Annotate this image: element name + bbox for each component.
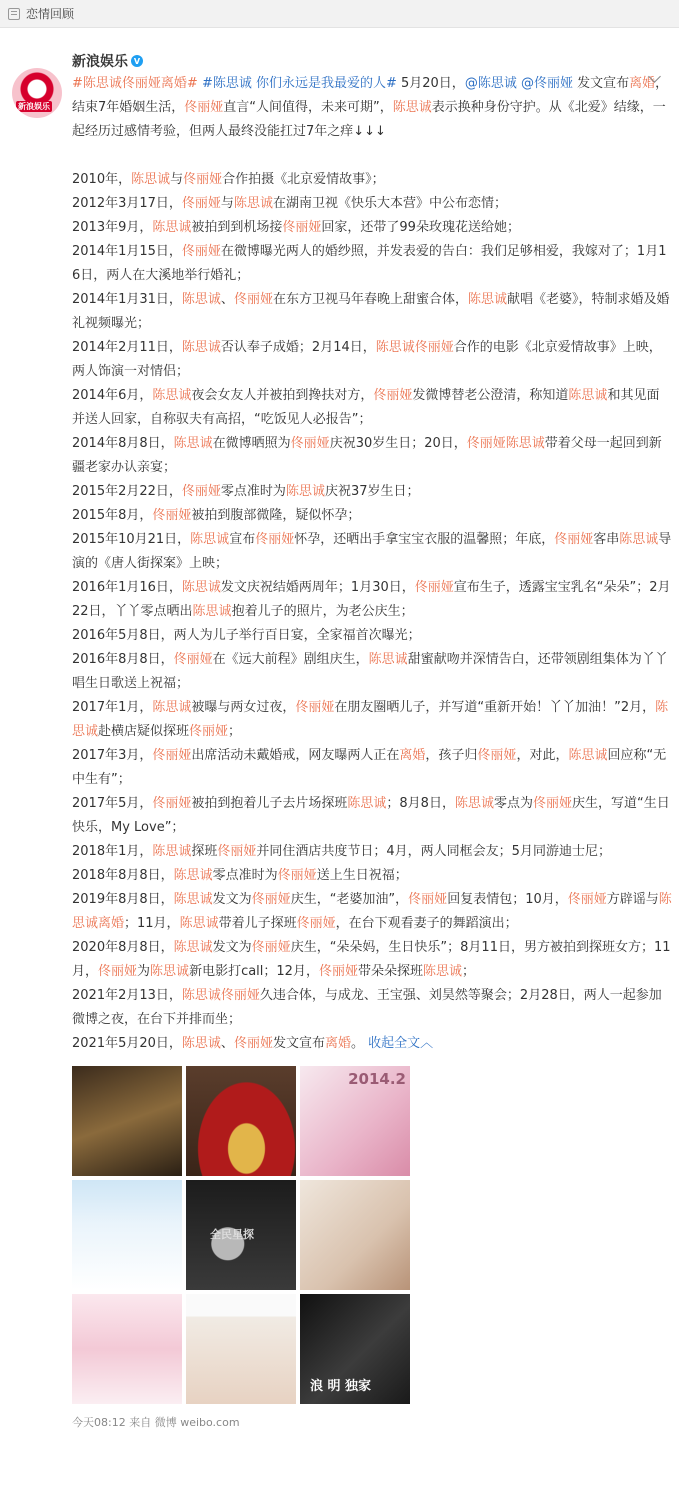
photo-grid bbox=[72, 1066, 672, 1404]
text-segment: 献唱《老婆》，特制求婚及婚礼视频曝光； bbox=[72, 292, 670, 331]
keyword-highlight[interactable]: 离婚 bbox=[629, 76, 656, 91]
photo-1[interactable] bbox=[72, 1066, 182, 1176]
weibo-post bbox=[0, 28, 679, 1430]
paragraph-gap bbox=[72, 144, 672, 168]
text-segment: 并同住酒店共度节日；4月，两人同框会友；5月同游迪士尼； bbox=[256, 844, 611, 859]
photo-caption: 2014.2 bbox=[348, 1070, 406, 1088]
timeline-entry bbox=[72, 528, 672, 576]
timeline-entry bbox=[72, 192, 672, 216]
keyword-highlight[interactable]: 陈思诚 bbox=[173, 892, 213, 907]
keyword-highlight[interactable]: 佟丽娅 bbox=[181, 484, 221, 499]
photo-5[interactable] bbox=[186, 1180, 296, 1290]
text-segment: ，孩子归 bbox=[425, 748, 478, 763]
timeline-entry bbox=[72, 432, 672, 480]
keyword-highlight[interactable]: 陈思诚 bbox=[173, 436, 213, 451]
keyword-highlight[interactable]: 佟丽娅 bbox=[373, 388, 413, 403]
text-segment: 2014年6月， bbox=[72, 388, 153, 403]
keyword-highlight[interactable]: 佟丽娅 bbox=[184, 100, 224, 115]
timeline-entry bbox=[72, 480, 672, 504]
keyword-highlight[interactable]: 陈思诚 bbox=[568, 748, 608, 763]
text-segment: 零点准时为 bbox=[212, 868, 278, 883]
text-segment: 、 bbox=[220, 292, 234, 307]
keyword-highlight[interactable]: 陈思诚 bbox=[173, 868, 213, 883]
timeline-entry bbox=[72, 576, 672, 624]
text-segment: 2015年8月， bbox=[72, 508, 153, 523]
keyword-highlight[interactable]: 佟丽娅 bbox=[152, 748, 192, 763]
text-segment: 发文为 bbox=[212, 940, 252, 955]
text-segment: 怀孕，还晒出手拿宝宝衣服的温馨照；年底， bbox=[294, 532, 555, 547]
keyword-highlight[interactable]: 佟丽娅 bbox=[251, 892, 291, 907]
timeline-entry bbox=[72, 888, 672, 936]
timeline-entry bbox=[72, 744, 672, 792]
keyword-highlight[interactable]: 陈思诚 bbox=[72, 700, 669, 739]
text-segment: 2012年3月17日， bbox=[72, 196, 182, 211]
timeline-entry bbox=[72, 504, 672, 528]
keyword-highlight[interactable]: 陈思诚佟丽娅 bbox=[375, 340, 454, 355]
text-segment: 2021年2月13日， bbox=[72, 988, 182, 1003]
keyword-highlight[interactable]: 陈思诚 bbox=[179, 916, 219, 931]
timeline-entry bbox=[72, 1032, 672, 1056]
text-segment: ，对此， bbox=[516, 748, 569, 763]
text-segment: 2017年5月， bbox=[72, 796, 153, 811]
text-segment: 在东方卫视马年春晚上甜蜜合体， bbox=[272, 292, 468, 307]
timeline-entry bbox=[72, 336, 672, 384]
text-link[interactable]: #陈思诚 你们永远是我最爱的人# bbox=[201, 76, 397, 91]
photo-3[interactable] bbox=[300, 1066, 410, 1176]
text-segment: 2010年， bbox=[72, 172, 132, 187]
keyword-highlight[interactable]: 佟丽娅 bbox=[554, 532, 594, 547]
window-titlebar bbox=[0, 0, 679, 28]
keyword-highlight[interactable]: 佟丽娅 bbox=[233, 1036, 273, 1051]
text-segment: 被曝与两女过夜， bbox=[191, 700, 296, 715]
text-segment: 赴横店疑似探班 bbox=[98, 724, 190, 739]
keyword-highlight[interactable]: 佟丽娅 bbox=[255, 532, 295, 547]
keyword-highlight[interactable]: 佟丽娅 bbox=[233, 292, 273, 307]
timeline-entry bbox=[72, 288, 672, 336]
text-segment: ； bbox=[462, 964, 476, 979]
author-name[interactable]: 新浪娱乐 bbox=[72, 54, 128, 70]
text-segment: 久违合体，与成龙、王宝强、刘昊然等聚会；2月28日，两人一起参加微博之夜，在台下并排而坐； bbox=[72, 988, 662, 1027]
keyword-highlight[interactable]: 佟丽娅 bbox=[183, 172, 223, 187]
post-content bbox=[72, 49, 672, 1430]
keyword-highlight[interactable]: 离婚 bbox=[399, 748, 426, 763]
text-segment: 2016年8月8日， bbox=[72, 652, 174, 667]
keyword-highlight[interactable]: 陈思诚佟丽娅 bbox=[181, 988, 260, 1003]
text-segment: 2017年3月， bbox=[72, 748, 153, 763]
keyword-highlight[interactable]: 陈思诚 bbox=[152, 388, 192, 403]
text-segment: 在《远大前程》剧组庆生， bbox=[212, 652, 369, 667]
text-segment: 与 bbox=[220, 196, 234, 211]
text-segment: 发文宣布 bbox=[272, 1036, 325, 1051]
text-segment: ，在台下观看妻子的舞蹈演出； bbox=[335, 916, 518, 931]
text-segment: ；8月8日， bbox=[386, 796, 455, 811]
keyword-highlight[interactable]: 佟丽娅 bbox=[295, 700, 335, 715]
text-segment: 甜蜜献吻并深情告白，还带领剧组集体为丫丫唱生日歌送上祝福； bbox=[72, 652, 668, 691]
keyword-highlight[interactable]: 佟丽娅 bbox=[282, 220, 322, 235]
keyword-highlight[interactable]: 佟丽娅 bbox=[567, 892, 607, 907]
photo-9[interactable] bbox=[300, 1294, 410, 1404]
from-label: 来自 bbox=[129, 1416, 152, 1429]
text-segment: 带朵朵探班 bbox=[357, 964, 423, 979]
photo-6[interactable] bbox=[300, 1180, 410, 1290]
timeline-entry bbox=[72, 984, 672, 1032]
keyword-highlight[interactable]: 陈思诚 bbox=[150, 964, 190, 979]
keyword-highlight[interactable]: 佟丽娅 bbox=[217, 844, 257, 859]
list-icon bbox=[8, 8, 20, 20]
post-text bbox=[72, 72, 672, 1056]
text-segment: 2014年8月8日， bbox=[72, 436, 174, 451]
text-segment: 导演的《唐人街探案》上映； bbox=[72, 532, 672, 571]
text-segment: 2015年2月22日， bbox=[72, 484, 182, 499]
keyword-highlight[interactable]: 佟丽娅 bbox=[98, 964, 138, 979]
keyword-highlight[interactable]: 陈思诚 bbox=[181, 1036, 221, 1051]
photo-8[interactable] bbox=[186, 1294, 296, 1404]
text-segment: 庆生，“老婆加油”， bbox=[290, 892, 409, 907]
timeline-entry bbox=[72, 864, 672, 888]
text-segment: 庆生，写道“生日快乐，My Love”； bbox=[72, 796, 670, 835]
text-segment: 2017年1月， bbox=[72, 700, 153, 715]
keyword-highlight[interactable]: 陈思诚 bbox=[285, 484, 325, 499]
text-segment: 夜会女友人并被拍到搀扶对方， bbox=[191, 388, 374, 403]
text-segment: 2019年8月8日， bbox=[72, 892, 174, 907]
keyword-highlight[interactable]: 陈思诚 bbox=[192, 604, 232, 619]
post-source[interactable]: 微博 weibo.com bbox=[154, 1416, 240, 1429]
keyword-highlight[interactable]: 佟丽娅 bbox=[173, 652, 213, 667]
keyword-highlight[interactable]: 佟丽娅 bbox=[477, 748, 517, 763]
text-segment: 2014年1月31日， bbox=[72, 292, 182, 307]
keyword-highlight[interactable]: 陈思诚 bbox=[190, 532, 230, 547]
timeline-entry bbox=[72, 936, 672, 984]
text-segment: 送上生日祝福； bbox=[316, 868, 408, 883]
text-segment: 2020年8月8日， bbox=[72, 940, 174, 955]
keyword-highlight[interactable]: 陈思诚 bbox=[173, 940, 213, 955]
text-segment: 为 bbox=[137, 964, 151, 979]
post-lead bbox=[72, 72, 672, 144]
keyword-highlight[interactable]: 陈思诚 bbox=[152, 844, 192, 859]
text-segment: 客串 bbox=[593, 532, 620, 547]
keyword-highlight[interactable]: 陈思诚 bbox=[619, 532, 659, 547]
text-segment: 宣布 bbox=[229, 532, 256, 547]
avatar[interactable] bbox=[12, 68, 62, 118]
text-segment: 在微博晒照为 bbox=[212, 436, 291, 451]
timeline-entry bbox=[72, 648, 672, 696]
timeline bbox=[72, 168, 672, 1056]
text-segment: 带着儿子探班 bbox=[218, 916, 297, 931]
text-segment: 方辟谣与 bbox=[606, 892, 659, 907]
text-segment: 发微博替老公澄清，称知道 bbox=[412, 388, 569, 403]
text-segment: 合作拍摄《北京爱情故事》； bbox=[222, 172, 385, 187]
post-footer bbox=[72, 1414, 672, 1430]
keyword-highlight[interactable]: 佟丽娅 bbox=[532, 796, 572, 811]
text-segment: 新电影打call；12月， bbox=[189, 964, 319, 979]
keyword-highlight[interactable]: 陈思诚 bbox=[568, 388, 608, 403]
text-segment: 2015年10月21日， bbox=[72, 532, 191, 547]
timeline-entry bbox=[72, 792, 672, 840]
text-segment: 抱着儿子的照片，为老公庆生； bbox=[231, 604, 414, 619]
text-segment: 直言“人间值得，未来可期”， bbox=[223, 100, 393, 115]
text-segment: 。 bbox=[350, 1036, 369, 1051]
keyword-highlight[interactable]: 陈思诚 bbox=[181, 292, 221, 307]
text-segment: 与 bbox=[170, 172, 184, 187]
text-segment: 在朋友圈晒儿子，并写道“重新开始！丫丫加油！”2月， bbox=[334, 700, 656, 715]
keyword-highlight[interactable]: 离婚 bbox=[324, 1036, 351, 1051]
photo-caption: 全民星探 bbox=[210, 1228, 254, 1241]
timeline-entry bbox=[72, 696, 672, 744]
text-segment: ； bbox=[228, 724, 242, 739]
text-segment: 2018年1月， bbox=[72, 844, 153, 859]
keyword-highlight[interactable]: 佟丽娅 bbox=[290, 436, 330, 451]
keyword-highlight[interactable]: 陈思诚离婚 bbox=[72, 892, 672, 931]
keyword-highlight[interactable]: 陈思诚 bbox=[347, 796, 387, 811]
text-segment: 发文宣布 bbox=[572, 76, 630, 91]
keyword-highlight[interactable]: 佟丽娅 bbox=[181, 196, 221, 211]
text-segment: 发文为 bbox=[212, 892, 252, 907]
text-segment: 、 bbox=[220, 1036, 234, 1051]
keyword-highlight[interactable]: 佟丽娅 bbox=[296, 916, 336, 931]
text-segment: 回应称“无中生有”； bbox=[72, 748, 667, 787]
text-segment: 出席活动未戴婚戒，网友曝两人正在 bbox=[191, 748, 400, 763]
text-segment: 在湖南卫视《快乐大本营》中公布恋情； bbox=[272, 196, 507, 211]
text-segment: 被拍到抱着儿子去片场探班 bbox=[191, 796, 348, 811]
keyword-highlight[interactable]: 佟丽娅 bbox=[408, 892, 448, 907]
text-segment: 探班 bbox=[191, 844, 218, 859]
photo-7[interactable] bbox=[72, 1294, 182, 1404]
photo-2[interactable] bbox=[186, 1066, 296, 1176]
text-segment: 2013年9月， bbox=[72, 220, 153, 235]
timeline-entry bbox=[72, 624, 672, 648]
keyword-highlight[interactable]: 佟丽娅 bbox=[318, 964, 358, 979]
keyword-highlight[interactable]: 陈思诚 bbox=[422, 964, 462, 979]
keyword-highlight[interactable]: 陈思诚 bbox=[181, 340, 221, 355]
text-segment: 发文庆祝结婚两周年；1月30日， bbox=[220, 580, 415, 595]
text-segment: 2016年1月16日， bbox=[72, 580, 182, 595]
keyword-highlight[interactable]: 陈思诚 bbox=[467, 292, 507, 307]
window-title: 恋情回顾 bbox=[26, 7, 75, 21]
photo-4[interactable] bbox=[72, 1180, 182, 1290]
text-segment: 2018年8月8日， bbox=[72, 868, 174, 883]
timeline-entry bbox=[72, 240, 672, 288]
keyword-highlight[interactable]: 佟丽娅陈思诚 bbox=[466, 436, 545, 451]
text-link[interactable]: #陈思诚佟丽娅离婚# bbox=[72, 76, 198, 91]
keyword-highlight[interactable]: 陈思诚 bbox=[233, 196, 273, 211]
text-segment: 回家，还带了99朵玫瑰花送给她； bbox=[321, 220, 520, 235]
keyword-highlight[interactable]: 陈思诚 bbox=[131, 172, 171, 187]
text-segment: 5月20日， bbox=[396, 76, 465, 91]
text-segment: 2016年5月8日，两人为儿子举行百日宴，全家福首次曝光； bbox=[72, 628, 421, 643]
text-segment: 2014年1月15日， bbox=[72, 244, 182, 259]
text-segment: 回复表情包；10月， bbox=[447, 892, 568, 907]
text-segment: 庆生，“朵朵妈，生日快乐”；8月11日，男方被拍到探班女方；11月， bbox=[72, 940, 671, 979]
text-link[interactable]: @佟丽娅 bbox=[520, 76, 573, 91]
keyword-highlight[interactable]: 佟丽娅 bbox=[181, 244, 221, 259]
keyword-highlight[interactable]: 佟丽娅 bbox=[152, 796, 192, 811]
keyword-highlight[interactable]: 佟丽娅 bbox=[251, 940, 291, 955]
text-segment: 2021年5月20日， bbox=[72, 1036, 182, 1051]
text-segment: ；11月， bbox=[124, 916, 180, 931]
text-segment: 表示换种身份守护。从《北爱》结缘，一起经历过感情考验，但两人最终没能扛过7年之痒↓↓↓ bbox=[72, 100, 666, 139]
keyword-highlight[interactable]: 佟丽娅 bbox=[152, 508, 192, 523]
text-segment: 被拍到腹部微隆，疑似怀孕； bbox=[191, 508, 361, 523]
text-segment: 零点准时为 bbox=[220, 484, 286, 499]
verified-icon: V bbox=[131, 55, 143, 67]
text-segment: 合作的电影《北京爱情故事》上映，两人饰演一对情侣； bbox=[72, 340, 662, 379]
keyword-highlight[interactable]: 陈思诚 bbox=[181, 580, 221, 595]
post-header bbox=[72, 49, 672, 73]
text-segment: 庆祝30岁生日；20日， bbox=[329, 436, 467, 451]
text-segment: 和其见面并送人回家，自称驭夫有高招，“吃饭见人必报告”； bbox=[72, 388, 660, 427]
text-segment: ，结束7年婚姻生活， bbox=[72, 76, 669, 115]
text-segment: 带着父母一起回到新疆老家办认亲宴； bbox=[72, 436, 662, 475]
text-segment: 庆祝37岁生日； bbox=[324, 484, 420, 499]
keyword-highlight[interactable]: 佟丽娅 bbox=[277, 868, 317, 883]
text-link[interactable]: 收起全文︿ bbox=[368, 1036, 434, 1051]
keyword-highlight[interactable]: 佟丽娅 bbox=[414, 580, 454, 595]
text-segment: 被拍到到机场接 bbox=[191, 220, 283, 235]
text-segment: 否认奉子成婚；2月14日， bbox=[220, 340, 376, 355]
timeline-entry bbox=[72, 216, 672, 240]
text-segment: 2014年2月11日， bbox=[72, 340, 182, 355]
post-time[interactable]: 今天08:12 bbox=[72, 1416, 126, 1429]
timeline-entry bbox=[72, 168, 672, 192]
keyword-highlight[interactable]: 佟丽娅 bbox=[189, 724, 229, 739]
text-segment: 宣布生子，透露宝宝乳名“朵朵”；2月22日，丫丫零点晒出 bbox=[72, 580, 671, 619]
photo-caption: 浪 明 独家 bbox=[310, 1379, 372, 1394]
keyword-highlight[interactable]: 陈思诚 bbox=[152, 700, 192, 715]
keyword-highlight[interactable]: 陈思诚 bbox=[152, 220, 192, 235]
timeline-entry bbox=[72, 384, 672, 432]
avatar-label: 新浪娱乐 bbox=[18, 102, 50, 111]
text-segment: 零点为 bbox=[493, 796, 533, 811]
timeline-entry bbox=[72, 840, 672, 864]
text-segment: 在微博曝光两人的婚纱照，并发表爱的告白：我们足够相爱，我嫁对了；1月16日，两人在大溪地举行婚礼； bbox=[72, 244, 667, 283]
text-link[interactable]: @陈思诚 bbox=[464, 76, 517, 91]
keyword-highlight[interactable]: 陈思诚 bbox=[368, 652, 408, 667]
keyword-highlight[interactable]: 陈思诚 bbox=[392, 100, 432, 115]
keyword-highlight[interactable]: 陈思诚 bbox=[454, 796, 494, 811]
